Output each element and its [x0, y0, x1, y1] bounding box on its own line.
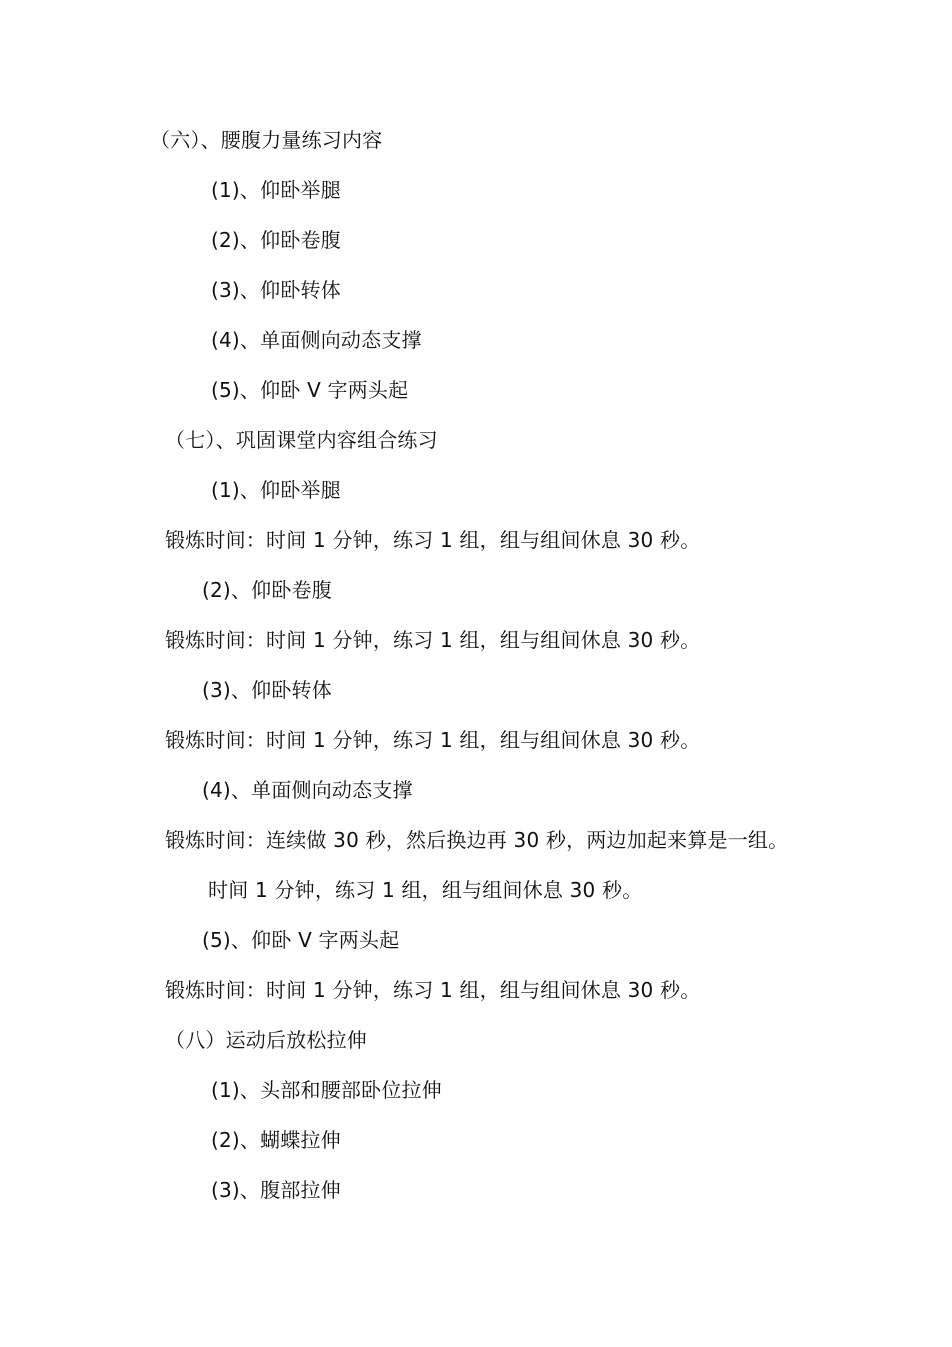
exercise-time: 锻炼时间：时间 1 分钟，练习 1 组，组与组间休息 30 秒。 — [165, 978, 701, 1002]
exercise-time: 锻炼时间：时间 1 分钟，练习 1 组，组与组间休息 30 秒。 — [165, 528, 701, 552]
list-item: (2)、蝴蝶拉伸 — [211, 1128, 341, 1152]
list-item: (5)、仰卧 V 字两头起 — [211, 378, 409, 402]
list-item: (2)、仰卧卷腹 — [211, 228, 341, 252]
exercise-time: 锻炼时间：时间 1 分钟，练习 1 组，组与组间休息 30 秒。 — [165, 728, 701, 752]
list-item: (3)、腹部拉伸 — [211, 1178, 341, 1202]
list-item: (1)、头部和腰部卧位拉伸 — [211, 1078, 442, 1102]
list-item: (4)、单面侧向动态支撑 — [211, 328, 422, 352]
section-7-heading: （七）、巩固课堂内容组合练习 — [165, 428, 438, 452]
list-item: (5)、仰卧 V 字两头起 — [202, 928, 400, 952]
list-item: (3)、仰卧转体 — [202, 678, 332, 702]
section-6-heading: （六）、腰腹力量练习内容 — [150, 128, 383, 152]
exercise-time: 锻炼时间：连续做 30 秒，然后换边再 30 秒，两边加起来算是一组。 — [165, 828, 789, 852]
list-item: (2)、仰卧卷腹 — [202, 578, 332, 602]
exercise-time-continued: 时间 1 分钟，练习 1 组，组与组间休息 30 秒。 — [208, 878, 643, 902]
exercise-time: 锻炼时间：时间 1 分钟，练习 1 组，组与组间休息 30 秒。 — [165, 628, 701, 652]
list-item: (1)、仰卧举腿 — [211, 178, 341, 202]
list-item: (1)、仰卧举腿 — [211, 478, 341, 502]
list-item: (3)、仰卧转体 — [211, 278, 341, 302]
list-item: (4)、单面侧向动态支撑 — [202, 778, 413, 802]
section-8-heading: （八）运动后放松拉伸 — [165, 1028, 367, 1052]
